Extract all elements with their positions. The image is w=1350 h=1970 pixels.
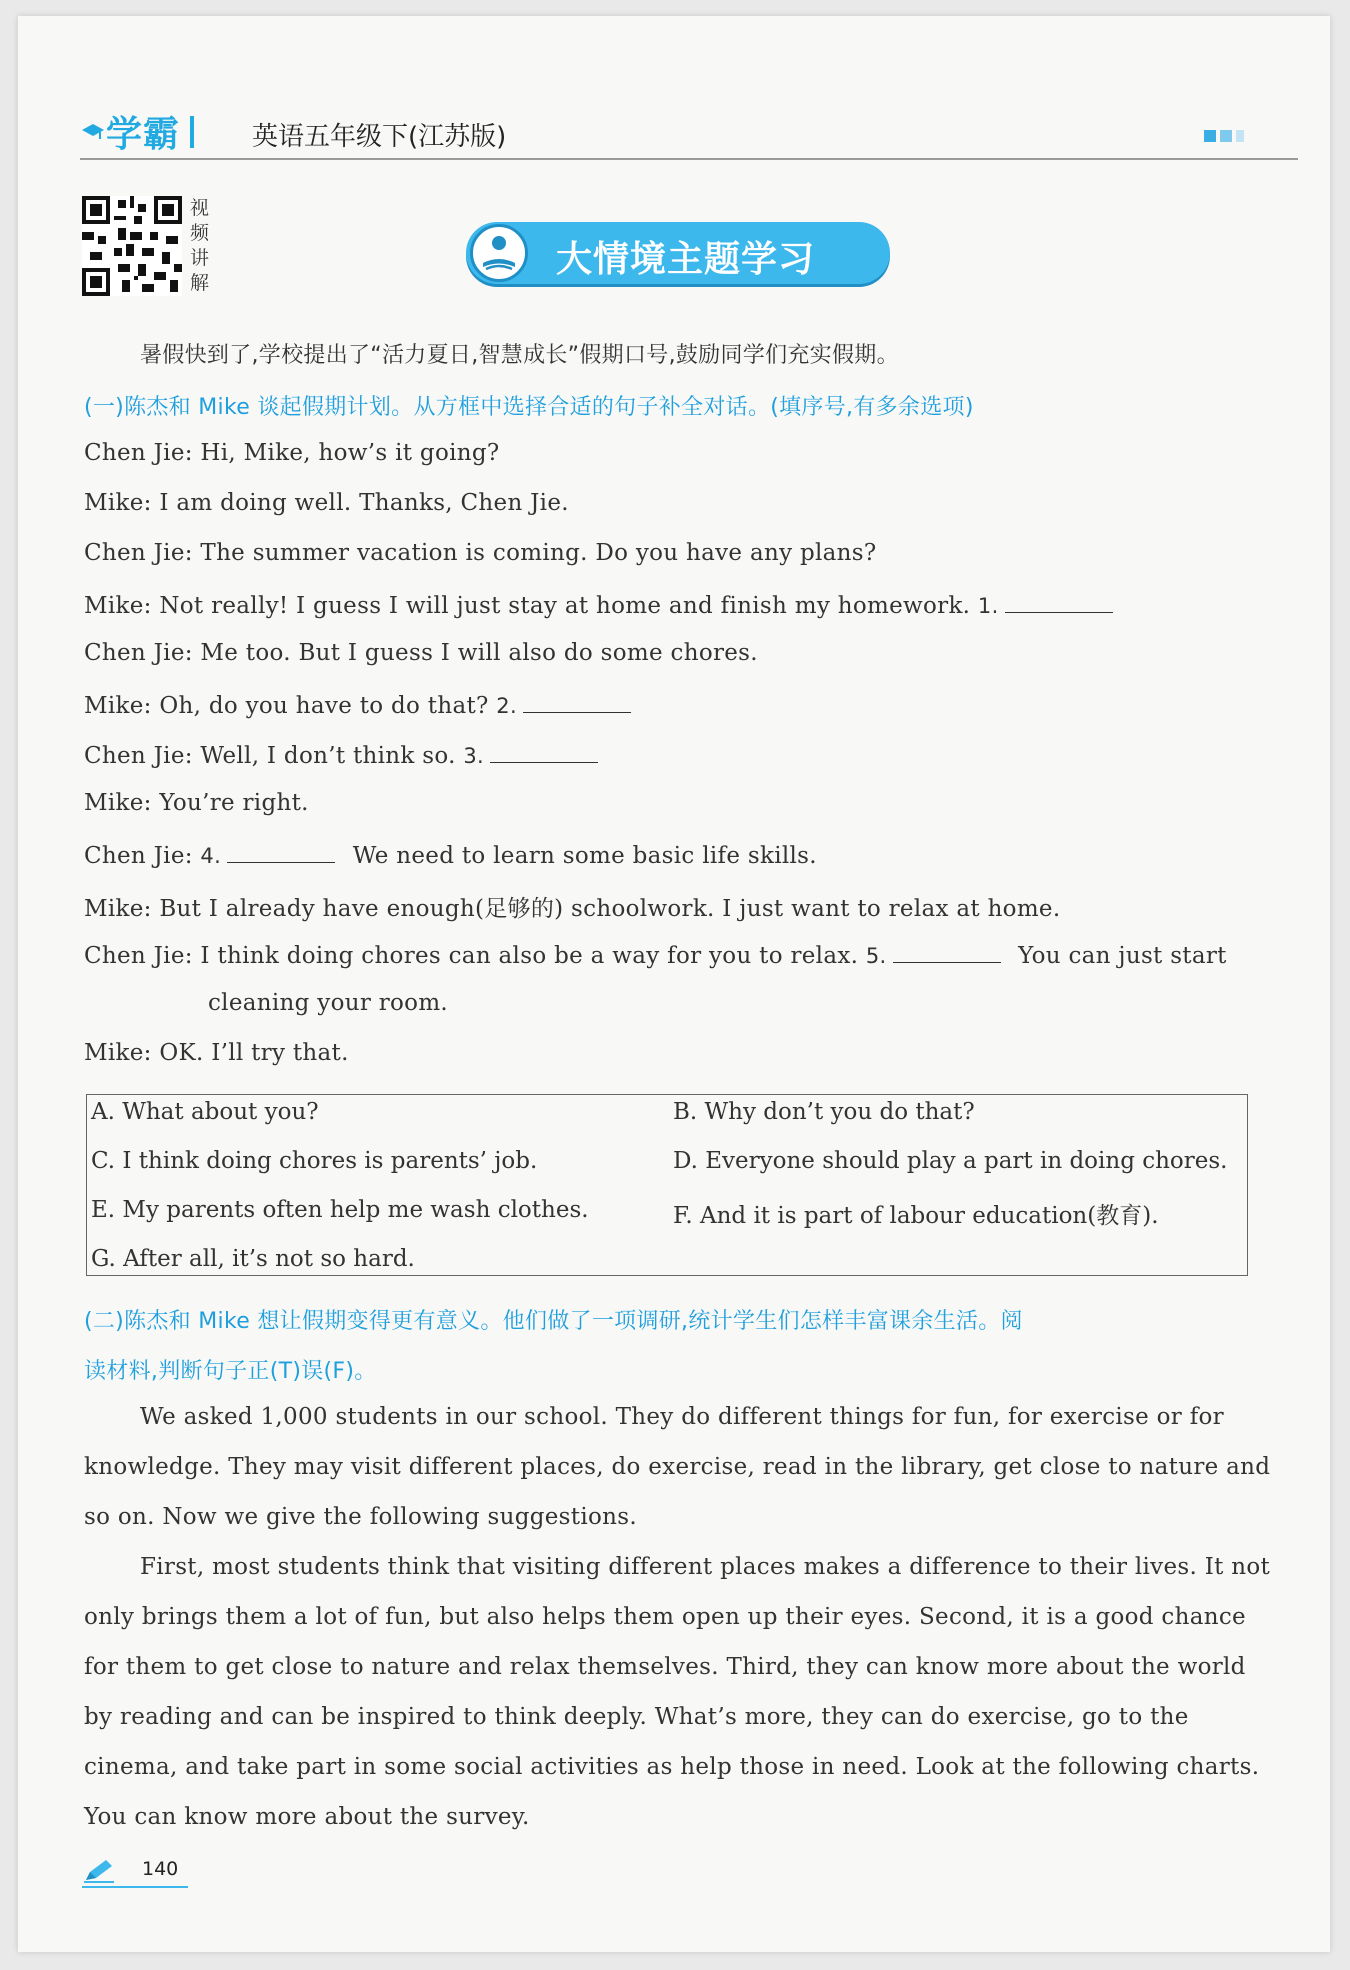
option-e[interactable]: E. My parents often help me wash clothes. xyxy=(91,1197,589,1223)
page-number: 140 xyxy=(142,1858,179,1880)
answer-blank-2[interactable] xyxy=(523,690,631,713)
utterance: But I already have enough(足够的) schoolwork. I just want to relax at home. xyxy=(159,896,1061,922)
speaker: Chen Jie: xyxy=(84,943,193,969)
utterance: The summer vacation is coming. Do you have any plans? xyxy=(200,540,877,566)
passage-line: knowledge. They may visit different places, do exercise, read in the library, get close to nature and xyxy=(84,1454,1271,1480)
option-b[interactable]: B. Why don’t you do that? xyxy=(673,1099,975,1125)
blank-number: 4. xyxy=(200,844,222,868)
dialogue-line xyxy=(84,840,817,869)
option-f[interactable]: F. And it is part of labour education(教育). xyxy=(673,1203,1159,1229)
dialogue-line xyxy=(84,790,309,816)
book-title: 英语五年级下(江苏版) xyxy=(252,122,507,152)
utterance: I think doing chores can also be a way for you to relax. xyxy=(200,943,859,969)
brand-logo-text: 学霸 xyxy=(106,114,181,155)
speaker: Mike: xyxy=(84,490,152,516)
graduation-cap-icon xyxy=(80,122,106,142)
speaker: Mike: xyxy=(84,896,152,922)
section1-instruction: (一)陈杰和 Mike 谈起假期计划。从方框中选择合适的句子补全对话。(填序号,有多余选项) xyxy=(84,395,974,420)
utterance: Not really! I guess I will just stay at home and finish my homework. xyxy=(159,593,971,619)
dialogue-line xyxy=(84,940,1227,969)
passage-line: only brings them a lot of fun, but also helps them open up their eyes. Second, it is a good chance xyxy=(84,1604,1246,1630)
answer-blank-5[interactable] xyxy=(893,940,1001,963)
dialogue-continuation: cleaning your room. xyxy=(208,990,449,1016)
speaker: Mike: xyxy=(84,593,152,619)
utterance: OK. I’ll try that. xyxy=(159,1040,349,1066)
intro-text: 暑假快到了,学校提出了“活力夏日,智慧成长”假期口号,鼓励同学们充实假期。 xyxy=(140,343,899,368)
option-g[interactable]: G. After all, it’s not so hard. xyxy=(91,1246,415,1272)
option-c[interactable]: C. I think doing chores is parents’ job. xyxy=(91,1148,538,1174)
utterance: Hi, Mike, how’s it going? xyxy=(200,440,500,466)
passage-line: You can know more about the survey. xyxy=(84,1804,530,1830)
utterance: Oh, do you have to do that? xyxy=(159,693,489,719)
utterance: We need to learn some basic life skills. xyxy=(352,843,817,869)
passage-line: cinema, and take part in some social activities as help those in need. Look at the following charts. xyxy=(84,1754,1260,1780)
pencil-icon xyxy=(82,1858,116,1884)
answer-blank-4[interactable] xyxy=(227,840,335,863)
passage-line: by reading and can be inspired to think deeply. What’s more, they can do exercise, go to the xyxy=(84,1704,1189,1730)
utterance: I am doing well. Thanks, Chen Jie. xyxy=(159,490,569,516)
utterance: Well, I don’t think so. xyxy=(200,743,456,769)
blank-number: 5. xyxy=(865,944,887,968)
passage-line: First, most students think that visiting different places makes a difference to their lives. It not xyxy=(140,1554,1271,1580)
passage-line: for them to get close to nature and relax themselves. Third, they can know more about the world xyxy=(84,1654,1246,1680)
section2-instruction-line1: (二)陈杰和 Mike 想让假期变得更有意义。他们做了一项调研,统计学生们怎样丰富课余生活。阅 xyxy=(84,1309,1023,1334)
speaker: Chen Jie: xyxy=(84,440,193,466)
dialogue-line xyxy=(84,740,598,769)
dialogue-line xyxy=(84,1040,349,1066)
footer-underline xyxy=(82,1886,188,1888)
dialogue-line xyxy=(84,890,1060,923)
logo-divider xyxy=(190,116,194,148)
speaker: Chen Jie: xyxy=(84,540,193,566)
section-banner xyxy=(466,222,890,284)
blank-number: 2. xyxy=(496,694,517,718)
dialogue-line xyxy=(84,690,631,719)
speaker: Chen Jie: xyxy=(84,743,193,769)
header-decoration xyxy=(1204,130,1244,142)
blank-number: 3. xyxy=(463,744,484,768)
brand-logo xyxy=(80,106,194,157)
dialogue-line xyxy=(84,490,569,516)
utterance: Me too. But I guess I will also do some chores. xyxy=(200,640,758,666)
option-d[interactable]: D. Everyone should play a part in doing chores. xyxy=(673,1148,1228,1174)
qr-label-char: 解 xyxy=(190,272,210,294)
dialogue-line xyxy=(84,440,500,466)
speaker: Mike: xyxy=(84,790,152,816)
dialogue-line xyxy=(84,590,1113,619)
header-divider xyxy=(80,158,1298,160)
speaker: Mike: xyxy=(84,693,152,719)
speaker: Chen Jie: xyxy=(84,640,193,666)
answer-blank-1[interactable] xyxy=(1005,590,1113,613)
qr-label-char: 讲 xyxy=(190,247,210,269)
qr-label-char: 频 xyxy=(190,222,210,244)
banner-title: 大情境主题学习 xyxy=(556,239,816,280)
reading-person-icon xyxy=(470,224,528,282)
utterance: You can just start xyxy=(1018,943,1227,969)
qr-label xyxy=(190,196,214,296)
speaker: Mike: xyxy=(84,1040,152,1066)
qr-label-char: 视 xyxy=(190,197,210,219)
option-a[interactable]: A. What about you? xyxy=(91,1099,319,1125)
options-box xyxy=(86,1094,1248,1276)
dialogue-line xyxy=(84,540,877,566)
speaker: Chen Jie: xyxy=(84,843,193,869)
utterance: You’re right. xyxy=(159,790,309,816)
answer-blank-3[interactable] xyxy=(490,740,598,763)
blank-number: 1. xyxy=(977,594,999,618)
passage-line: We asked 1,000 students in our school. They do different things for fun, for exercise or for xyxy=(140,1404,1224,1430)
page-header xyxy=(62,90,1262,156)
dialogue-line xyxy=(84,640,758,666)
qr-code-icon[interactable] xyxy=(82,196,182,296)
section2-instruction-line2: 读材料,判断句子正(T)误(F)。 xyxy=(84,1359,377,1384)
passage-line: so on. Now we give the following suggestions. xyxy=(84,1504,637,1530)
